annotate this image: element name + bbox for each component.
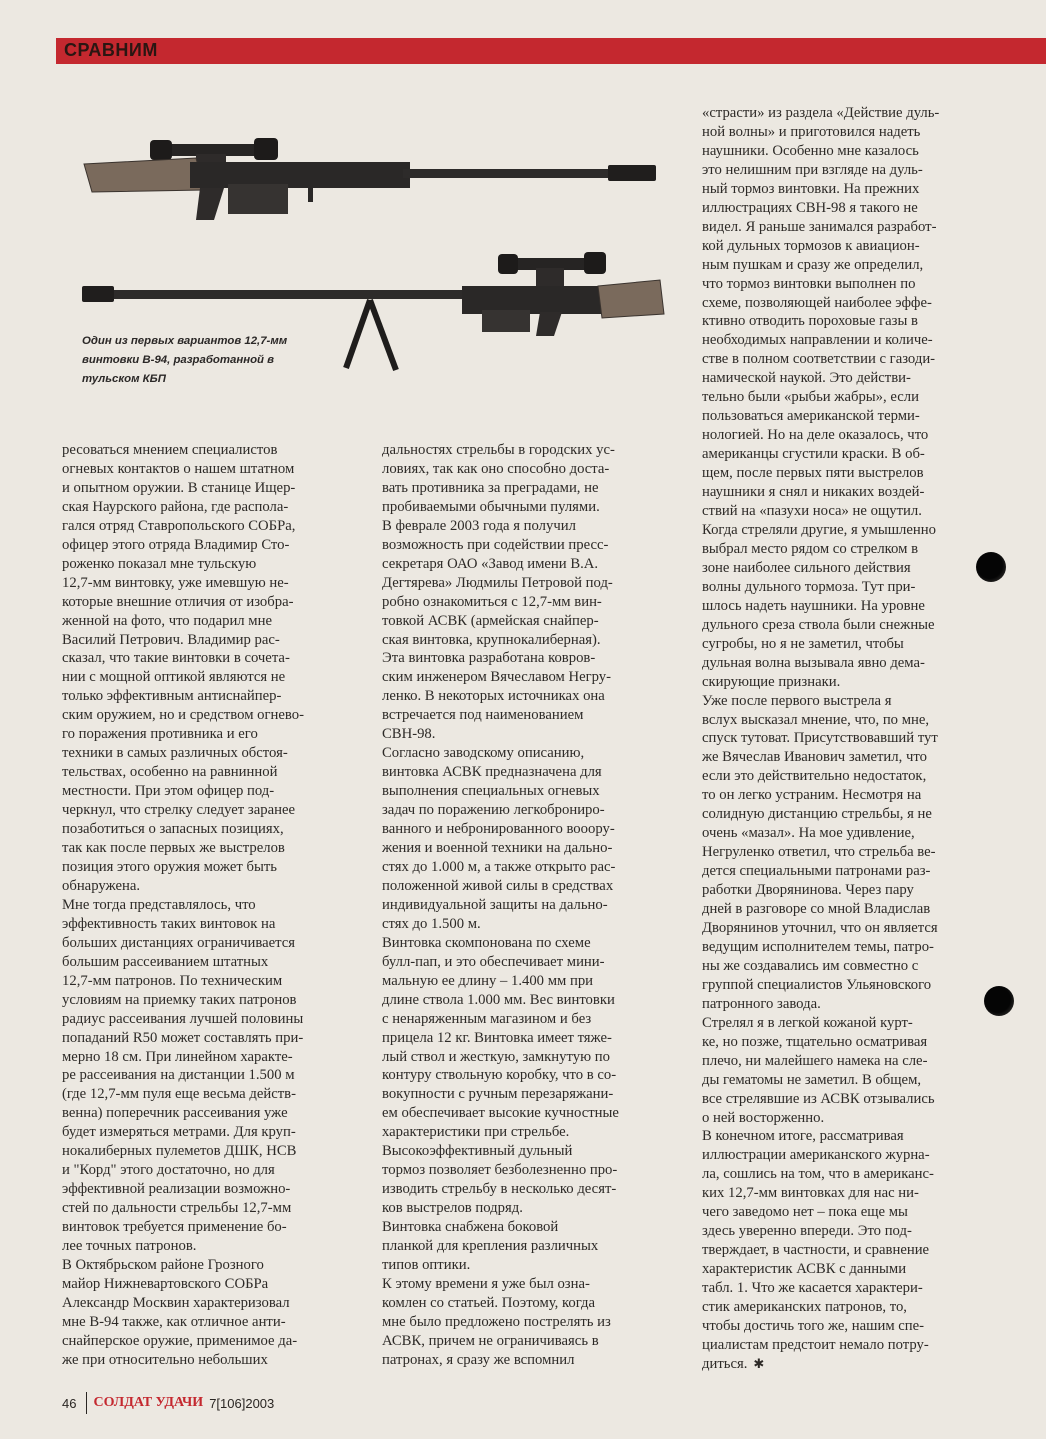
footer-divider (86, 1392, 87, 1414)
binder-hole-top (976, 552, 1006, 582)
rifle-v94-image (84, 138, 656, 220)
article-column-2: дальностях стрельбы в городских ус- ловиях, так как оно способно доста- вать противника за преградами, не пробиваемыми обычными пулями. В феврале 2003 года я получил возможность при содействии пресс- секретаря ОАО «Завод имени В.А. Дегтярева» Людмилы Петровой под- робно ознакомиться с 12,7-мм вин- товкой АСВК (армейская снайпер- ская винтовка, крупнокалиберная). Эта винтовка разработана ковров- ским инженером Вячеславом Негру- ленко. В некоторых источниках она встречается под наименованием СВН-98. Согласно заводскому описанию, винтовка АСВК предназначена для выполнения специальных огневых задач по поражению легкоброниро- ванного и небронированного вооору- жения и военной техники на дально- стях до 1.000 м, а также открыто рас- положенной живой силы в средствах индивидуальной защиты на дально- стях до 1.500 м. Винтовка скомпонована по схеме булл-пап, и это обеспечивает мини- мальную ее длину – 1.400 мм при длине ствола 1.000 мм. Вес винтовки с ненаряженным магазином и без прицела 12 кг. Винтовка имеет тяже- лый ствол и жесткую, замкнутую по контуру ствольную коробку, что в со- вокупности с ручным перезаряжани- ем обеспечивает высокие кучностные характеристики при стрельбе. Высокоэффективный дульный тормоз позволяет безболезненно про- изводить стрельбу в несколько десят- ков выстрелов подряд. Винтовка снабжена боковой планкой для крепления различных типов оптики. К этому времени я уже был озна- комлен со статьей. Поэтому, когда мне было предложено пострелять из АСВК, причем не ограничиваясь в патронах, я сразу же вспомнил (382, 442, 619, 1368)
end-of-article-mark: ✱ (753, 1355, 765, 1371)
page-number: 46 (62, 1395, 77, 1411)
section-header-bar (56, 38, 1046, 64)
issue-number: 7[106]2003 (209, 1395, 275, 1411)
article-column-3-text: «страсти» из раздела «Действие дуль- ной волны» и приготовился надеть наушники. Особенно мне казалось это нелишним при взгляде на дуль- ный тормоз винтовки. На прежних иллюстрациях СВН-98 я такого не видел. Я раньше занимался разработ- кой дульных тормозов к авиацион- ным пушкам и сразу же определил, что тормоз винтовки выполнен по схеме, позволяющей наиболее эффе- ктивно отводить пороховые газы в необходимых направлении и количе- стве в полном соответствии с газоди- намической наукой. Это действи- тельно были «рыбьи жабры», если пользоваться американской терми- нологией. Но на деле оказалось, что американцы сгустили краски. В об- щем, после первых пяти выстрелов наушники я снял и никаких воздей- ствий на «пазухи носа» не ощутил. Когда стреляли другие, я умышленно выбрал место рядом со стрелком в зоне наиболее сильного действия волны дульного тормоза. Тут при- шлось надеть наушники. На уровне дульного среза ствола были снежные сугробы, но я не заметил, чтобы дульная волна вызывала явно дема- скирующие признаки. Уже после первого выстрела я вслух высказал мнение, что, по мне, спуск тутоват. Присутствовавший тут же Вячеслав Иванович заметил, что если это действительно недостаток, то он легко устраним. Несмотря на солидную дистанцию стрельбы, я не очень «мазал». На мое удивление, Негруленко ответил, что стрельба ве- дется специальными патронами раз- работки Дворянинова. Через пару дней в разговоре со мной Владислав Дворянинов уточнил, что он является ведущим исполнителем темы, патро- ны же создавались им совместно с группой специалистов Ульяновского патронного завода. Стрелял я в легкой кожаной курт- ке, но позже, тщательно осматривая плечо, ни малейшего намека на сле- ды гематомы не заметил. В общем, все стрелявшие из АСВК отзывались о ней восторженно. В конечном итоге, рассматривая иллюстрации американского журна- ла, сошлись на том, что в американс- ких 12,7-мм винтовках для нас ни- чего заведомо нет – пока еще мы здесь уверенно впереди. Это под- тверждает, в частности, и сравнение характеристик АСВК с данными табл. 1. Что же касается характери- стик американских патронов, то, чтобы достичь того же, нашим спе- циалистам предстоит немало потру- диться. (702, 105, 940, 1372)
section-title: СРАВНИМ (64, 40, 158, 60)
photo-caption: Один из первых вариантов 12,7-мм винтовки В-94, разработанной в тульском КБП (82, 335, 288, 385)
page-footer (62, 1392, 274, 1414)
article-column-3 (702, 104, 987, 1374)
article-column-1: ресоваться мнением специалистов огневых контактов о нашем штатном и опытном оружии. В станице Ищер- ская Наурского района, где распола- гался отряд Ставропольского СОБРа, офицер этого отряда Владимир Сто- роженко показал мне тульскую 12,7-мм винтовку, уже имевшую не- которые внешние отличия от изобра- женной на фото, что подарил мне Василий Петрович. Владимир рас- сказал, что такие винтовки в сочета- нии с мощной оптикой являются не только эффективным антиснайпер- ским оружием, но и средством огнево- го поражения противника и его техники в самых различных обстоя- тельствах, особенно на равнинной местности. При этом офицер под- черкнул, что стрелку следует заранее позаботиться о запасных позициях, так как после первых же выстрелов позиция этого оружия может быть обнаружена. Мне тогда представлялось, что эффективность таких винтовок на больших дистанциях ограничивается большим рассеиванием штатных 12,7-мм патронов. По техническим условиям на приемку таких патронов радиус рассеивания лучшей половины попаданий R50 может составлять при- мерно 18 см. При линейном характе- ре рассеивания на дистанции 1.500 м (где 12,7-мм пуля еще весьма действ- венна) поперечник рассеивания уже будет измеряться метрами. Для круп- нокалиберных пулеметов ДШК, НСВ и "Корд" этого достаточно, но для эффективной реализации возможно- стей по дальности стрельбы 12,7-мм винтовок требуется применение бо- лее точных патронов. В Октябрьском районе Грозного майор Нижневартовского СОБРа Александр Москвин характеризовал мне В-94 также, как отличное анти- снайперское оружие, применимое да- же при относительно небольших (62, 442, 304, 1368)
binder-hole-bottom (984, 986, 1014, 1016)
magazine-name: СОЛДАТ УДАЧИ (93, 1395, 204, 1410)
